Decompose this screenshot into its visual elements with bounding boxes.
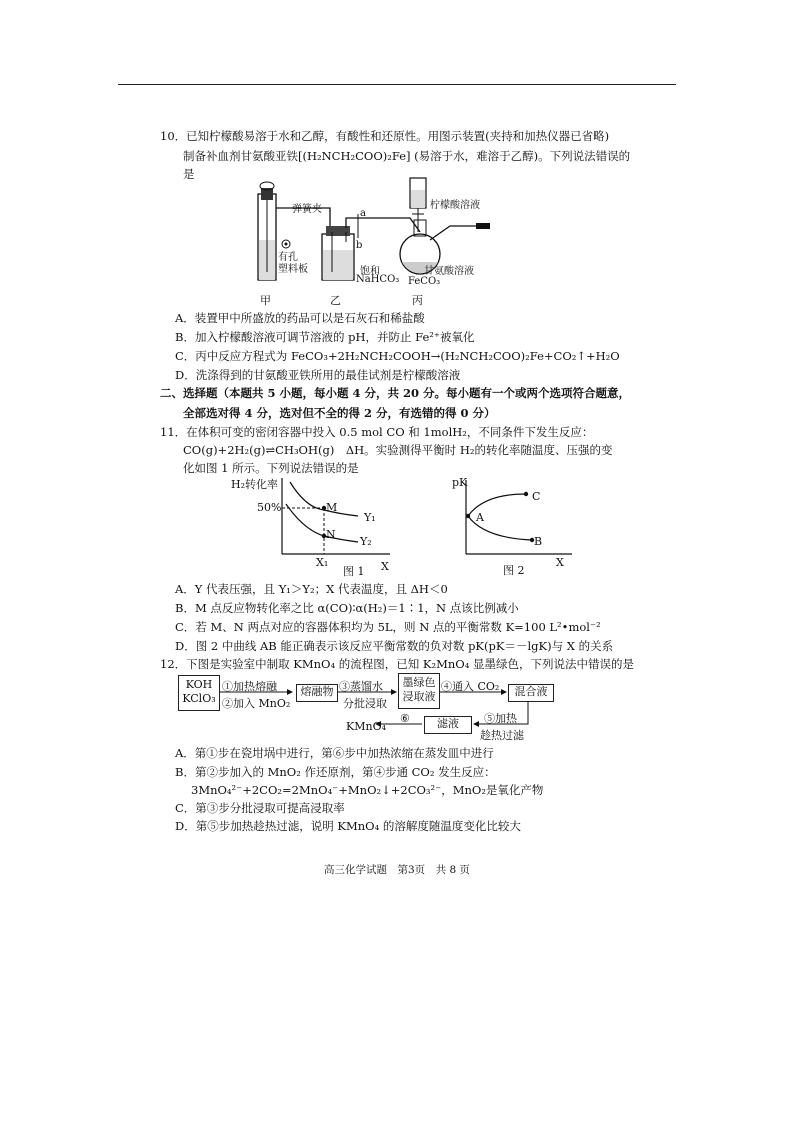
- label-plate: 有孔: [278, 252, 298, 263]
- q12-option-b-equation: 3MnO₄²⁻+2CO₂=2MnO₄⁻+MnO₂↓+2CO₃²⁻，MnO₂是氧化产物: [191, 783, 544, 797]
- flow-step5-line1: ⑤加热: [484, 712, 517, 725]
- flow-box-extract: [398, 673, 440, 709]
- q11-option-d: D．图 2 中曲线 AB 能正确表示该反应平衡常数的负对数 pK(pK＝－lgK)与 X 的关系: [175, 639, 614, 653]
- section2-line2: 全部选对得 4 分，选对但不全的得 2 分，有选错的得 0 分）: [183, 406, 496, 420]
- q10-option-c: C．丙中反应方程式为 FeCO₃+2H₂NCH₂COOH→(H₂NCH₂COO)₂Fe+CO₂↑+H₂O: [175, 349, 620, 363]
- header-rule: [118, 84, 676, 85]
- fig1-y2-label: Y₂: [360, 535, 372, 548]
- label-glycine: 甘氨酸溶液: [424, 266, 474, 277]
- q11-option-b: B．M 点反应物转化率之比 α(CO)∶α(H₂)＝1∶1，N 点该比例减小: [175, 601, 519, 615]
- q11-stem-1: 11．在体积可变的密闭容器中投入 0.5 mol CO 和 1molH₂，不同条件下发生反应：: [160, 425, 594, 439]
- q10-stem-2: 制备补血剂甘氨酸亚铁[(H₂NCH₂COO)₂Fe] (易溶于水，难溶于乙醇)。下列说法错误的: [183, 149, 631, 163]
- flow-step4: ④通入 CO₂: [441, 680, 500, 693]
- fig2-x-label: X: [556, 556, 564, 569]
- page-footer: 高三化学试题 第3页 共 8 页: [323, 864, 471, 876]
- label-yi: 乙: [330, 294, 341, 307]
- q10-option-d: D．洗涤得到的甘氨酸亚铁所用的最佳试剂是柠檬酸溶液: [175, 368, 461, 382]
- q12-stem: 12．下图是实验室中制取 KMnO₄ 的流程图，已知 K₂MnO₄ 显墨绿色，下列说法中错误的是: [160, 657, 634, 671]
- flow-box-reagents: [178, 675, 220, 711]
- flow-step1: ①加热熔融: [222, 680, 277, 693]
- label-citric: 柠檬酸溶液: [430, 200, 480, 211]
- q10-stem-1: 10．已知柠檬酸易溶于水和乙醇，有酸性和还原性。用图示装置(夹持和加热仪器已省略): [160, 129, 610, 143]
- q10-stem-3: 是: [183, 167, 195, 181]
- q12-option-d: D．第⑤步加热趁热过滤，说明 KMnO₄ 的溶解度随温度变化比较大: [175, 819, 521, 833]
- q10-option-b: B．加入柠檬酸溶液可调节溶液的 pH，并防止 Fe²⁺被氧化: [175, 330, 475, 344]
- flow-box3-line1: 墨绿色: [402, 676, 436, 689]
- flow-step2: ②加入 MnO₂: [222, 697, 291, 710]
- fig1-y50: 50%: [257, 501, 282, 514]
- point-c: [524, 492, 528, 496]
- fig2-caption: 图 2: [503, 564, 525, 577]
- fig1-n-label: N: [326, 528, 336, 541]
- q12-option-a: A．第①步在瓷坩埚中进行，第⑥步中加热浓缩在蒸发皿中进行: [175, 746, 494, 760]
- flow-step3-line2: 分批浸取: [343, 697, 387, 710]
- flow-step3-line1: ③蒸馏水: [339, 680, 383, 693]
- fig1-y1-label: Y₁: [364, 511, 376, 524]
- flow-product: KMnO₄: [346, 720, 386, 733]
- fig1-ylabel: H₂转化率: [231, 478, 279, 491]
- label-spring-clip: 弹簧夹: [292, 204, 322, 215]
- flow-box-melt: 熔融物: [296, 684, 338, 702]
- fig1-caption: 图 1: [343, 565, 365, 578]
- label-nahco3: NaHCO₃: [356, 274, 400, 285]
- flow-step6: ⑥: [400, 712, 410, 725]
- q11-stem-2: CO(g)+2H₂(g)⇌CH₃OH(g) ΔH。实验测得平衡时 H₂的转化率随温度、压强的变: [183, 443, 613, 457]
- fig1-x-label: X: [381, 560, 389, 573]
- label-bing: 丙: [412, 294, 423, 307]
- fig2-c-label: C: [532, 490, 541, 503]
- label-feco3: FeCO₃: [408, 276, 441, 287]
- flow-box-filtrate: 滤液: [424, 716, 472, 734]
- label-plate2: 塑料板: [278, 264, 308, 275]
- section2-line1: 二、选择题（本题共 5 小题，每小题 4 分，共 20 分。每小题有一个或两个选项符合题意，: [160, 386, 631, 400]
- q11-option-c: C．若 M、N 两点对应的容器体积均为 5L，则 N 点的平衡常数 K=100 L²•mol⁻²: [175, 620, 601, 634]
- label-jia: 甲: [260, 294, 271, 307]
- label-valve-b: b: [356, 240, 363, 251]
- flow-box1-line2: KClO₃: [182, 692, 216, 705]
- fig1-x1-label: X₁: [316, 556, 329, 569]
- q11-stem-3: 化如图 1 所示。下列说法错误的是: [183, 461, 359, 475]
- fig2-b-label: B: [534, 535, 543, 548]
- fig2-a-label: A: [476, 511, 484, 524]
- fig1-m-label: M: [326, 501, 338, 514]
- q12-option-b: B．第②步加入的 MnO₂ 作还原剂，第④步通 CO₂ 发生反应：: [175, 765, 496, 779]
- flow-box3-line2: 浸取液: [402, 690, 436, 703]
- q10-option-a: A．装置甲中所盛放的药品可以是石灰石和稀盐酸: [175, 311, 425, 325]
- label-saturated: 饱和: [360, 266, 380, 277]
- flow-box-mixture: 混合液: [508, 684, 554, 702]
- q11-option-a: A．Y 代表压强，且 Y₁＞Y₂；X 代表温度，且 ΔH＜0: [175, 582, 448, 596]
- q12-option-c: C．第③步分批浸取可提高浸取率: [175, 801, 345, 815]
- point-a: [466, 514, 470, 518]
- flow-box1-line1: KOH: [185, 678, 213, 691]
- flow-step5-line2: 趁热过滤: [480, 729, 524, 742]
- label-valve-a: a: [360, 208, 366, 219]
- fig2-ylabel: pK: [452, 476, 468, 489]
